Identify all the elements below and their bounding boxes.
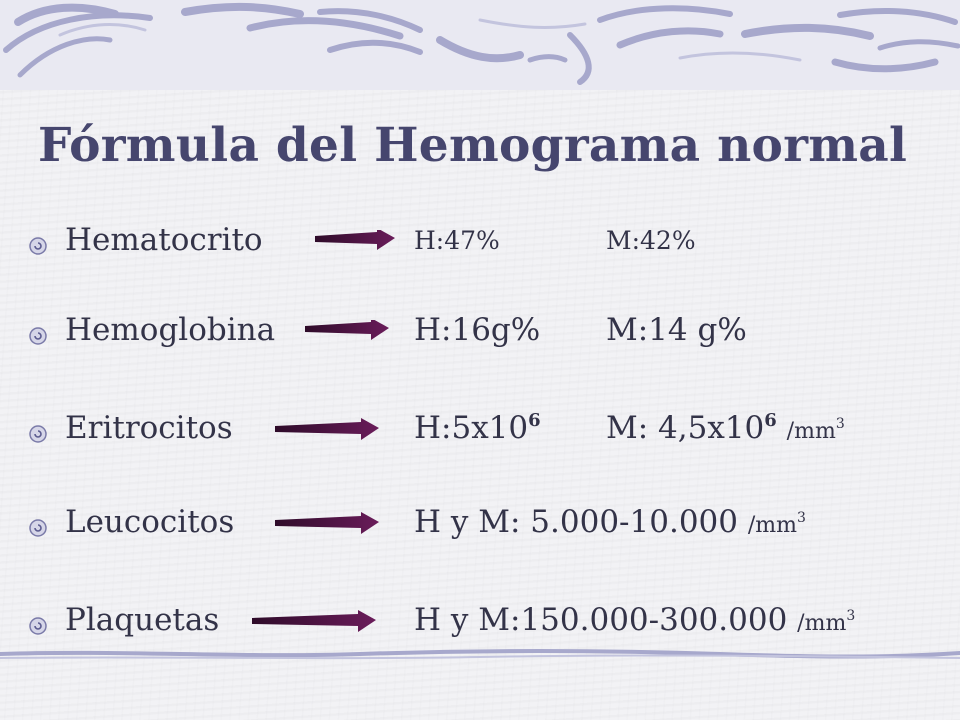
item-label: Plaquetas	[65, 602, 220, 638]
spiral-bullet-icon	[28, 326, 48, 346]
bottom-divider	[0, 644, 960, 664]
right-arrow-icon	[275, 418, 379, 444]
unit-label: /mm	[797, 611, 847, 636]
female-value	[606, 410, 845, 446]
unit-exponent: 3	[846, 608, 856, 624]
male-value	[414, 410, 541, 446]
unit-label: /mm	[786, 419, 836, 444]
spiral-bullet-icon	[28, 424, 48, 444]
item-label: Hematocrito	[65, 222, 263, 258]
list-item-eritrocitos	[0, 410, 960, 468]
female-value: M:14 g%	[606, 312, 747, 348]
item-label: Hemoglobina	[65, 312, 276, 348]
female-value: M:42%	[606, 226, 696, 255]
item-label: Leucocitos	[65, 504, 235, 540]
female-value-base: M: 4,5x10	[606, 410, 765, 446]
item-label: Eritrocitos	[65, 410, 233, 446]
male-value-exponent: 6	[528, 410, 541, 431]
list-item-hematocrito	[0, 222, 960, 280]
list-item-hemoglobina	[0, 312, 960, 370]
combined-value	[414, 602, 855, 638]
right-arrow-icon	[305, 320, 389, 344]
unit-label: /mm	[747, 513, 797, 538]
list-item-leucocitos	[0, 504, 960, 562]
male-value: H:16g%	[414, 312, 541, 348]
unit-exponent: 3	[797, 510, 806, 526]
female-value-exponent: 6	[764, 410, 777, 431]
unit-exponent: 3	[835, 416, 845, 432]
male-value-base: H:5x10	[414, 410, 529, 446]
header-decoration	[0, 0, 960, 90]
right-arrow-icon	[252, 610, 376, 636]
brush-strokes	[0, 0, 960, 90]
spiral-bullet-icon	[28, 518, 48, 538]
male-value: H:47%	[414, 226, 500, 255]
spiral-bullet-icon	[28, 616, 48, 636]
page-title: Fórmula del Hemograma normal	[38, 118, 908, 173]
combined-value	[414, 504, 806, 540]
combined-value-text: H y M: 5.000-10.000	[414, 504, 738, 540]
right-arrow-icon	[315, 230, 395, 254]
spiral-bullet-icon	[28, 236, 48, 256]
right-arrow-icon	[275, 512, 379, 538]
combined-value-text: H y M:150.000-300.000	[414, 602, 788, 638]
